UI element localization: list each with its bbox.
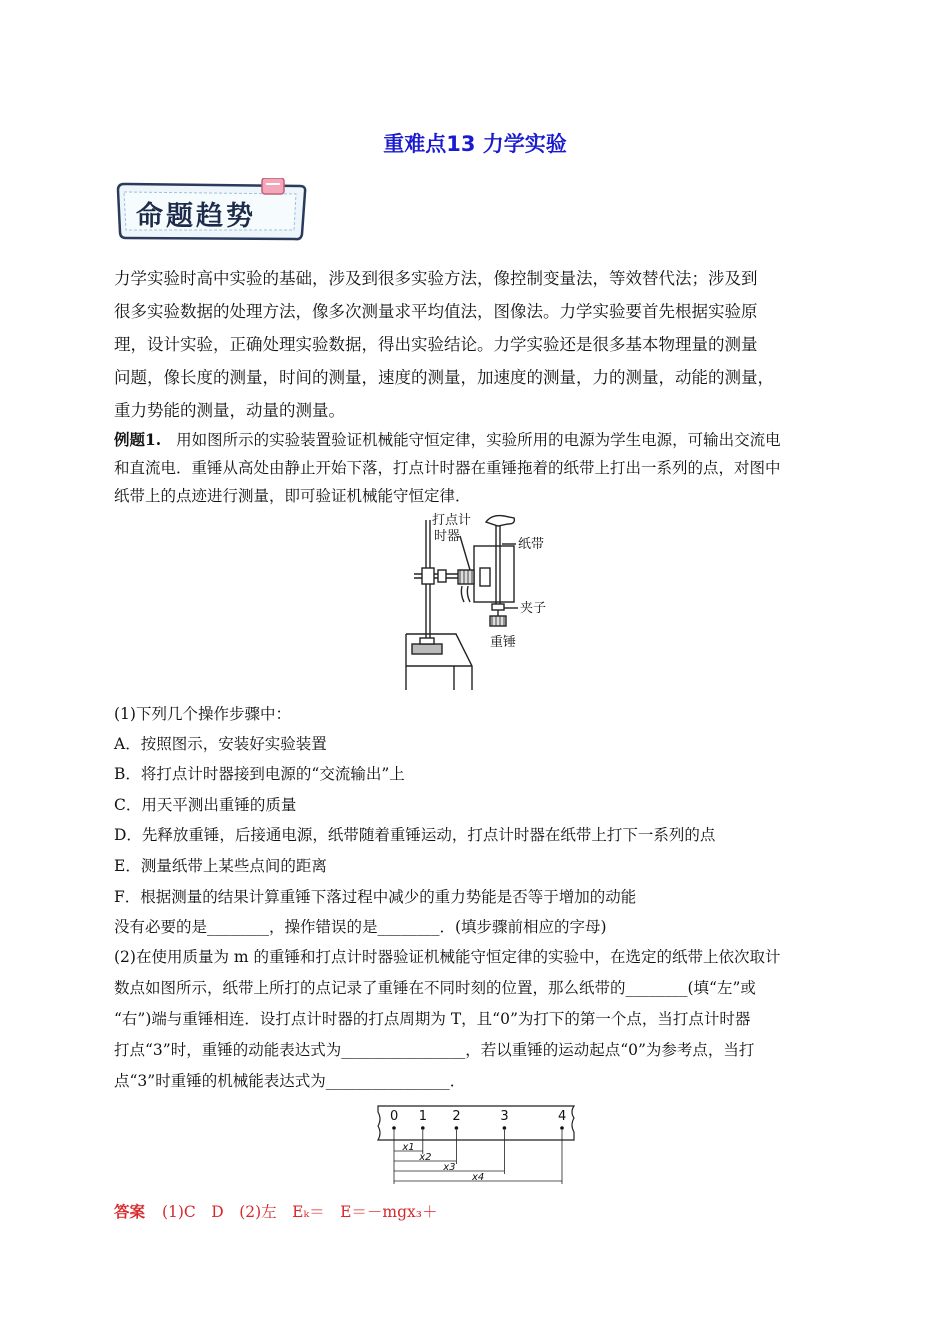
distance-label-x3: x3 <box>443 1162 456 1173</box>
tape-point-dot <box>421 1126 425 1130</box>
tape-point-dot <box>503 1126 507 1130</box>
q1-option-f: F．根据测量的结果计算重锤下落过程中减少的重力势能是否等于增加的动能 <box>114 888 637 906</box>
tape-point-label: 2 <box>452 1109 461 1124</box>
paper-tape <box>378 1106 574 1140</box>
example-line-1 <box>114 428 844 450</box>
q1-option-c: C．用天平测出重锤的质量 <box>114 796 297 814</box>
tape-point-label: 3 <box>500 1109 509 1124</box>
q1-option-b: B．将打点计时器接到电源的“交流输出”上 <box>114 765 405 783</box>
label-clip: 夹子 <box>520 601 547 616</box>
section-badge <box>112 178 312 242</box>
tape-point-label: 1 <box>418 1109 428 1124</box>
distance-label-x4: x4 <box>472 1172 485 1183</box>
q1-blank-line: 没有必要的是________，操作错误的是________．(填步骤前相应的字母) <box>114 918 607 936</box>
intro-line: 重力势能的测量，动量的测量。 <box>114 401 345 420</box>
q2-line: 打点“3”时，重锤的动能表达式为________________，若以重锤的运动起点“0”为参考点，当打 <box>114 1041 755 1059</box>
page-title: 重难点13 力学实验 <box>383 132 567 156</box>
q1-option-a: A．按照图示，安装好实验装置 <box>114 735 327 753</box>
label-tape: 纸带 <box>518 537 545 552</box>
tape-point-dot <box>392 1126 396 1130</box>
q1-heading: (1)下列几个操作步骤中： <box>114 705 291 723</box>
intro-line: 理，设计实验，正确处理实验数据，得出实验结论。力学实验还是很多基本物理量的测量 <box>114 335 758 354</box>
example-text: 用如图所示的实验装置验证机械能守恒定律，实验所用的电源为学生电源，可输出交流电 <box>176 431 781 449</box>
example-line-3: 纸带上的点迹进行测量，即可验证机械能守恒定律． <box>114 487 471 505</box>
badge-label: 命题趋势 <box>136 201 256 232</box>
example-label: 例题1. <box>114 430 162 449</box>
tape-point-label: 0 <box>390 1109 399 1124</box>
q1-option-d: D．先释放重锤，后接通电源，纸带随着重锤运动，打点计时器在纸带上打下一系列的点 <box>114 826 716 844</box>
tape-figure <box>368 1100 580 1192</box>
q2-line: 数点如图所示，纸带上所打的点记录了重锤在不同时刻的位置，那么纸带的________(填“左”或 <box>114 979 756 997</box>
tape-point-dot <box>560 1126 564 1130</box>
label-timer-1: 打点计 <box>432 513 472 528</box>
answer-line <box>114 1200 844 1222</box>
tape-point-dot <box>455 1126 459 1130</box>
q2-line: (2)在使用质量为 m 的重锤和打点计时器验证机械能守恒定律的实验中，在选定的纸带上依次取计 <box>114 948 781 966</box>
label-weight: 重锤 <box>490 635 517 650</box>
answer-label: 答案 <box>114 1202 146 1221</box>
answer-text: (1)C D (2)左 Eₖ＝ E＝－mgx₃＋ <box>161 1203 438 1221</box>
label-timer-2: 时器 <box>434 529 461 544</box>
distance-label-x1: x1 <box>402 1142 415 1153</box>
tape-point-label: 4 <box>558 1109 567 1124</box>
q1-option-e: E．测量纸带上某些点间的距离 <box>114 857 327 875</box>
intro-line: 力学实验时高中实验的基础，涉及到很多实验方法，像控制变量法，等效替代法；涉及到 <box>114 269 758 288</box>
q2-line: 点“3”时重锤的机械能表达式为________________． <box>114 1072 466 1090</box>
q2-line: “右”)端与重锤相连．设打点计时器的打点周期为 T，且“0”为打下的第一个点，当打点计时器 <box>114 1010 751 1028</box>
intro-line: 问题，像长度的测量，时间的测量，速度的测量，加速度的测量，力的测量，动能的测量， <box>114 368 774 387</box>
distance-label-x2: x2 <box>419 1152 432 1163</box>
apparatus-figure <box>400 508 570 690</box>
example-line-2: 和直流电．重锤从高处由静止开始下落，打点计时器在重锤拖着的纸带上打出一系列的点，对图中 <box>114 459 781 477</box>
intro-line: 很多实验数据的处理方法，像多次测量求平均值法，图像法。力学实验要首先根据实验原 <box>114 302 758 321</box>
intro-paragraph <box>114 262 840 427</box>
